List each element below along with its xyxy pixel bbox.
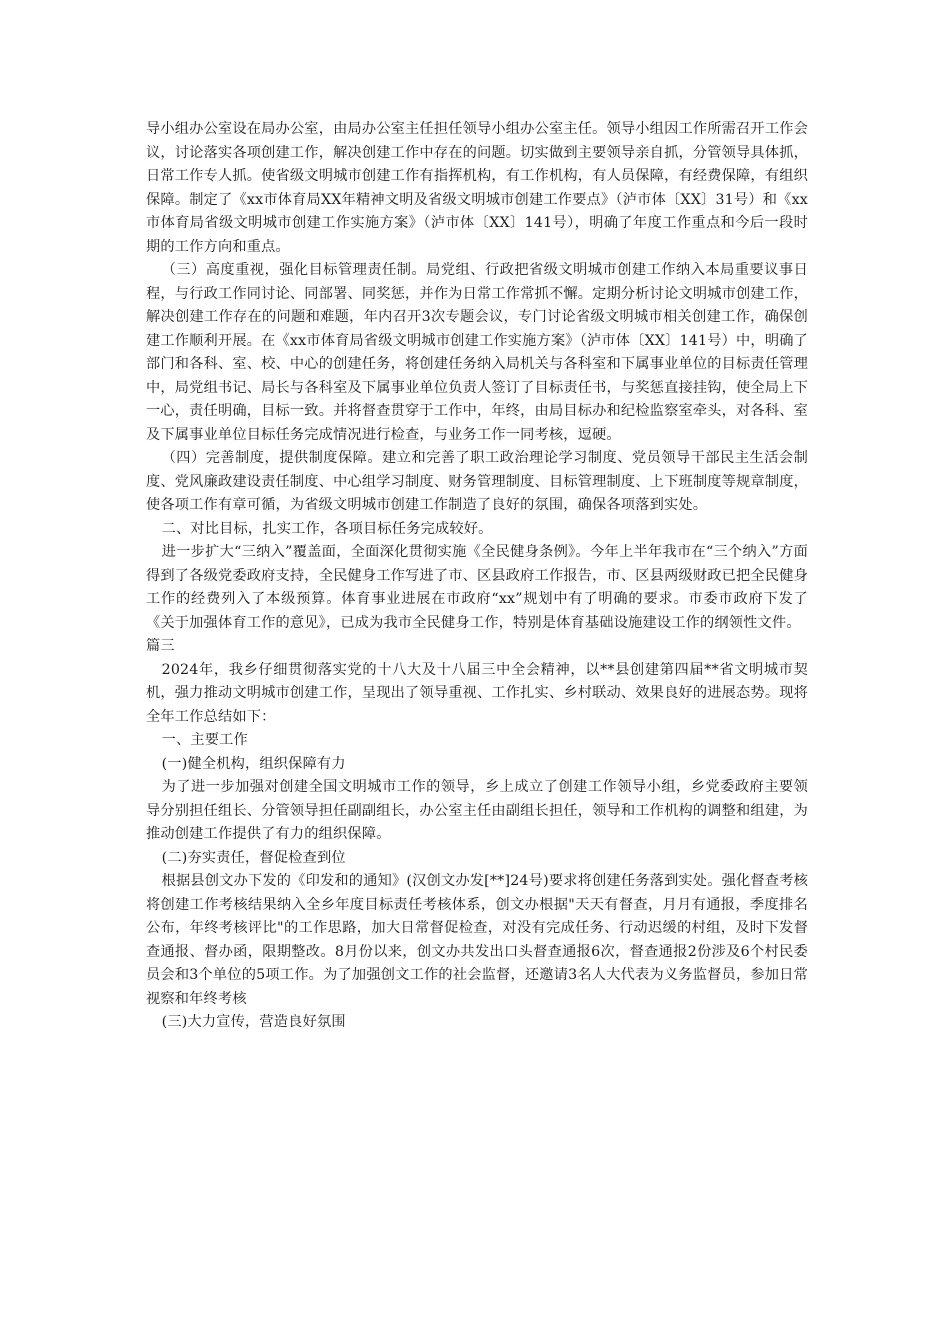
paragraph-2: （三）高度重视，强化目标管理责任制。局党组、行政把省级文明城市创建工作纳入本局重要议事日程，与行政工作同讨论、同部署、同奖惩，并作为日常工作常抓不懈。定期分析讨论文明城市创建工作，解决创建工作存在的问题和难题，年内召开3次专题会议，专门讨论省级文明城市相关创建工作，确保创建工作顺利开展。在《xx市体育局省级文明城市创建工作实施方案》（泸市体〔XX〕141号）中，明确了部门和各科、室、校、中心的创建任务，将创建任务纳入局机关与各科室和下属事业单位的目标责任管理中，局党组书记、局长与各科室及下属事业单位负责人签订了目标责任书，与奖惩直接挂钩，使全局上下一心，责任明确，目标一致。并将督查贯穿于工作中，年终，由局目标办和纪检监察室牵头，对各科、室及下属事业单位目标任务完成情况进行检查，与业务工作一同考核，逗硬。 (146, 262, 808, 443)
paragraph-9: (一)健全机构，组织保障有力 (161, 755, 346, 772)
paragraph-1: 导小组办公室设在局办公室，由局办公室主任担任领导小组办公室主任。领导小组因工作所需召开工作会议，讨论落实各项创建工作，解决创建工作中存在的问题。切实做到主要领导亲自抓，分管领导具体抓，日常工作专人抓。使省级文明城市创建工作有指挥机构，有工作机构，有人员保障，有经费保障，有组织保障。制定了《xx市体育局XX年精神文明及省级文明城市创建工作要点》（泸市体〔XX〕31号）和《xx市体育局省级文明城市创建工作实施方案》（泸市体〔XX〕141号），明确了年度工作重点和今后一段时期的工作方向和重点。 (146, 121, 808, 255)
paragraph-12: 根据县创文办下发的《印发和的通知》(汉创文办发[**]24号)要求将创建任务落到实处。强化督查考核将创建工作考核结果纳入全乡年度目标责任考核体系，创文办根据"天天有督查，月月有通报，季度排名公布，年终考核评比"的工作思路，加大日常督促检查，对没有完成任务、行动迟缓的村组，及时下发督查通报、督办函，限期整改。8月份以来，创文办共发出口头督查通报6次，督查通报2份涉及6个村民委员会和3个单位的5项工作。为了加强创文工作的社会监督，还邀请3名人大代表为义务监督员，参加日常视察和年终考核 (146, 873, 808, 1007)
paragraph-8: 一、主要工作 (161, 732, 248, 748)
paragraph-5: 进一步扩大“三纳入”覆盖面，全面深化贯彻实施《全民健身条例》。今年上半年我市在“三个纳入”方面得到了各级党委政府支持，全民健身工作写进了市、区县政府工作报告，市、区县两级财政已把全民健身工作的经费列入了本级预算。体育事业进展在市政府“xx”规划中有了明确的要求。市委市政府下发了《关于加强体育工作的意见》，已成为我市全民健身工作，特别是体育基础设施建设工作的纲领性文件。 (146, 544, 808, 631)
document-page (146, 118, 808, 1035)
paragraph-11: (二)夯实责任，督促检查到位 (161, 849, 346, 866)
section-heading-pian-san: 篇三 (146, 638, 175, 654)
paragraph-4: 二、对比目标，扎实工作，各项目标任务完成较好。 (161, 520, 493, 537)
paragraph-10: 为了进一步加强对创建全国文明城市工作的领导，乡上成立了创建工作领导小组，乡党委政府主要领导分别担任组长、分管领导担任副副组长，办公室主任由副组长担任，领导和工作机构的调整和组建，为推动创建工作提供了有力的组织保障。 (146, 779, 808, 842)
paragraph-7: 2024年，我乡仔细贯彻落实党的十八大及十八届三中全会精神，以**县创建第四届**省文明城市契机，强力推动文明城市创建工作，呈现出了领导重视、工作扎实、乡村联动、效果良好的进展态势。现将全年工作总结如下： (146, 661, 808, 725)
paragraph-13: (三)大力宣传，营造良好氛围 (161, 1014, 346, 1030)
paragraph-3: （四）完善制度，提供制度保障。建立和完善了职工政治理论学习制度、党员领导干部民主生活会制度、党风廉政建设责任制度、中心组学习制度、财务管理制度、目标管理制度、上下班制度等规章制度，使各项工作有章可循，为省级文明城市创建工作制造了良好的氛围，确保各项落到实处。 (146, 450, 808, 513)
